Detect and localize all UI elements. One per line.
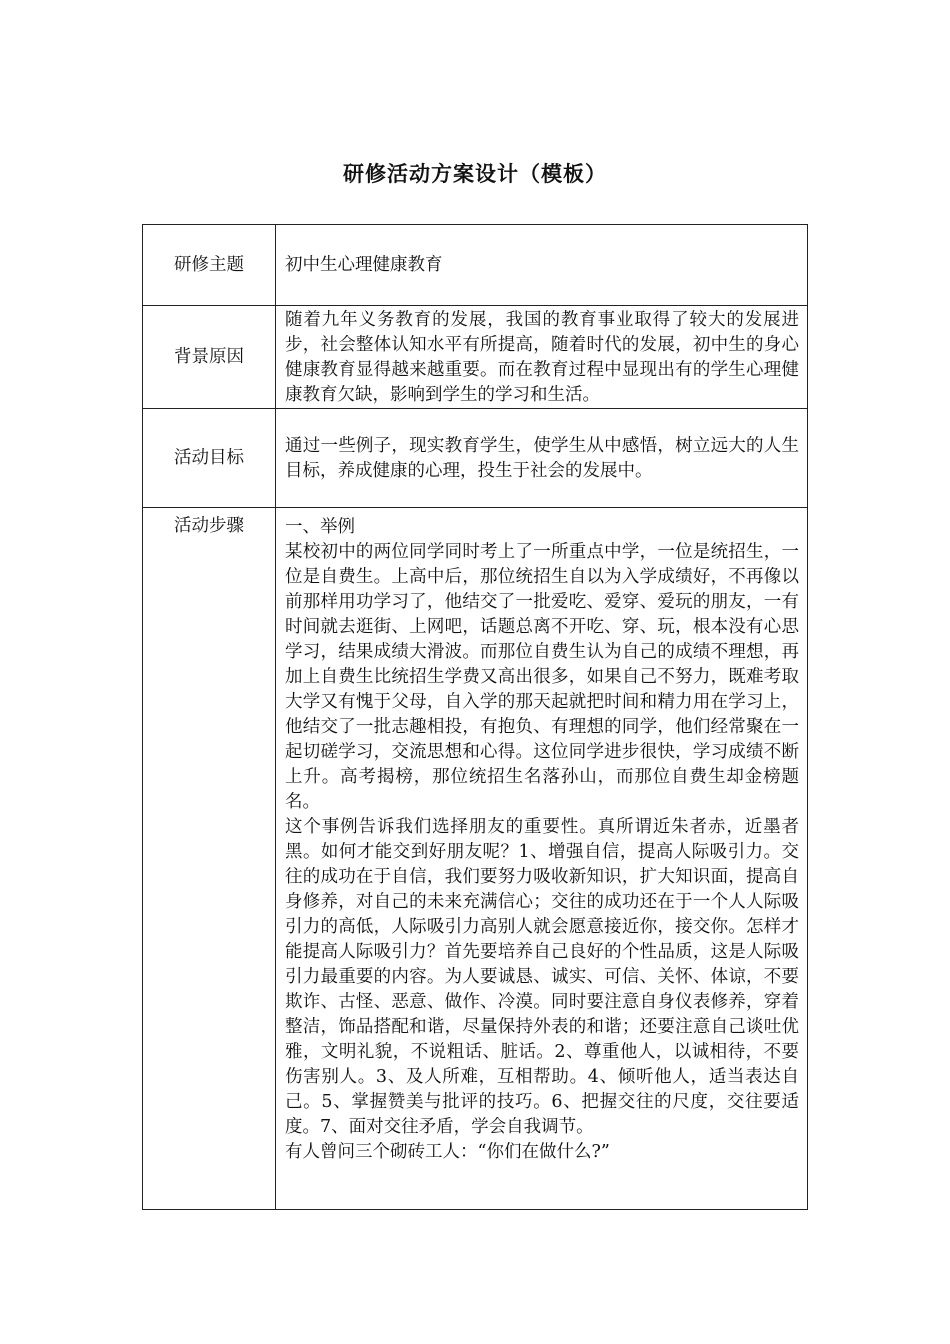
background-label: 背景原因 xyxy=(143,306,276,409)
steps-label: 活动步骤 xyxy=(143,508,276,1210)
topic-content: 初中生心理健康教育 xyxy=(276,225,808,306)
goal-content: 通过一些例子，现实教育学生，使学生从中感悟，树立远大的人生目标，养成健康的心理，投生于社会的发展中。 xyxy=(276,409,808,508)
topic-label: 研修主题 xyxy=(143,225,276,306)
table-row-background xyxy=(143,306,808,409)
plan-table xyxy=(142,224,808,1210)
table-row-goal xyxy=(143,409,808,508)
steps-example-paragraph: 某校初中的两位同学同时考上了一所重点中学，一位是统招生，一位是自费生。上高中后，那位统招生自以为入学成绩好，不再像以前那样用功学习了，他结交了一批爱吃、爱穿、爱玩的朋友，一有时间就去逛街、上网吧，话题总离不开吃、穿、玩，根本没有心思学习，结果成绩大滑波。而那位自费生认为自己的成绩不理想，再加上自费生比统招生学费又高出很多，如果自己不努力，既难考取大学又有愧于父母，自入学的那天起就把时间和精力用在学习上，他结交了一批志趣相投，有抱负、有理想的同学，他们经常聚在一起切磋学习，交流思想和心得。这位同学进步很快，学习成绩不断上升。高考揭榜，那位统招生名落孙山，而那位自费生却金榜题名。 xyxy=(285,542,799,812)
goal-label: 活动目标 xyxy=(143,409,276,508)
steps-lesson-paragraph: 这个事例告诉我们选择朋友的重要性。真所谓近朱者赤，近墨者黑。如何才能交到好朋友呢？1、增强自信，提高人际吸引力。交往的成功在于自信，我们要努力吸收新知识，扩大知识面，提高自身修养，对自己的未来充满信心；交往的成功还在于一个人人际吸引力的高低，人际吸引力高别人就会愿意接近你，接交你。怎样才能提高人际吸引力？首先要培养自己良好的个性品质，这是人际吸引力最重要的内容。为人要诚恳、诚实、可信、关怀、体谅，不要欺诈、古怪、恶意、做作、冷漠。同时要注意自身仪表修养，穿着整洁，饰品搭配和谐，尽量保持外表的和谐；还要注意自己谈吐优雅，文明礼貌，不说粗话、脏话。2、尊重他人，以诚相待，不要伤害别人。3、及人所难，互相帮助。4、倾听他人，适当表达自己。5、掌握赞美与批评的技巧。6、把握交往的尺度，交往要适度。7、面对交往矛盾，学会自我调节。 xyxy=(285,817,799,1137)
table-row-topic xyxy=(143,225,808,306)
table-row-steps xyxy=(143,508,808,1210)
steps-heading: 一、举例 xyxy=(285,517,355,537)
page-title: 研修活动方案设计（模板） xyxy=(343,161,607,186)
background-content: 随着九年义务教育的发展，我国的教育事业取得了较大的发展进步，社会整体认知水平有所提高，随着时代的发展，初中生的身心健康教育显得越来越重要。而在教育过程中显现出有的学生心理健康教育欠缺，影响到学生的学习和生活。 xyxy=(276,306,808,409)
steps-content xyxy=(276,508,808,1210)
steps-question-paragraph: 有人曾问三个砌砖工人：“你们在做什么?” xyxy=(285,1142,610,1162)
